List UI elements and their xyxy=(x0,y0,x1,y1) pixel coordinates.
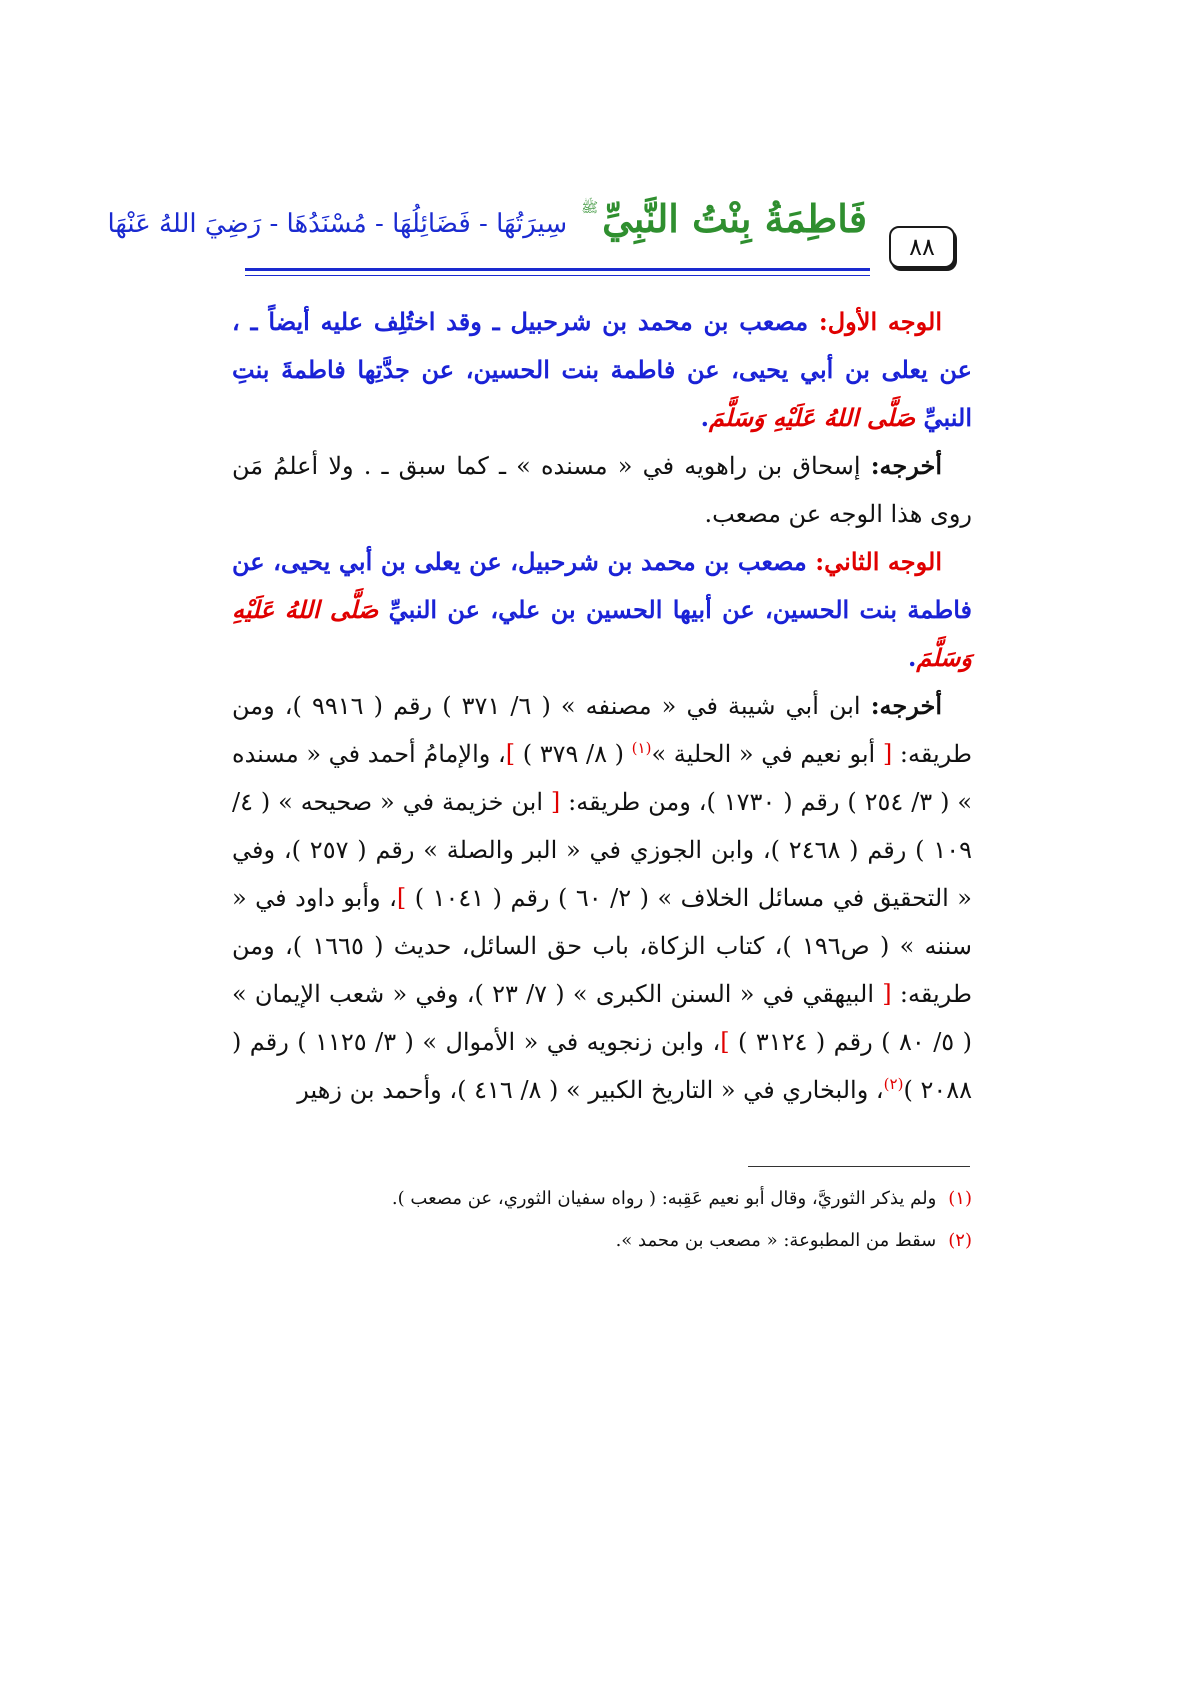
first-aspect-label: الوجه الأول: xyxy=(818,307,943,336)
page-number-text: ٨٨ xyxy=(909,233,935,261)
takhrij-text-part: أبو نعيم في « الحلية » xyxy=(651,740,876,768)
footnote-ref-1[interactable]: (١) xyxy=(631,739,652,757)
page-header xyxy=(107,196,955,276)
bracket-open: [ xyxy=(882,740,893,768)
takhrij-text-part: ، والبخاري في « التاريخ الكبير » ( ٨/ ٤١٦ )، وأحمد بن زهير xyxy=(297,1076,884,1104)
book-title-main: فَاطِمَةُ بِنْتُ النَّبِيِّ xyxy=(602,196,867,241)
bracket-close: ] xyxy=(720,1028,730,1056)
bracket-open: [ xyxy=(882,980,892,1008)
book-subtitle: سِيرَتُهَا - فَضَائِلُهَا - مُسْنَدُهَا - رَضِيَ اللهُ عَنْهَا xyxy=(107,209,568,239)
takhrij-text-part: ابن أبي شيبة في « مصنفه » ( ٦/ ٣٧١ ) رقم ( ٩٩١٦ )، ومن طريقه: xyxy=(232,692,972,768)
first-aspect-end: . xyxy=(700,403,709,432)
paragraph-second-aspect xyxy=(232,538,972,682)
footnote-number: (٢) xyxy=(948,1230,972,1251)
takhrij-text-part: ، والإمامُ أحمد في « مسنده » ( ٣/ ٢٥٤ ) رقم ( ١٧٣٠ )، ومن طريقه: xyxy=(232,740,973,816)
takhrij-text-part: ، وأبو داود في « سننه » ( ص١٩٦ )، كتاب الزكاة، باب حق السائل، حديث ( ١٦٦٥ )، ومن طريقه: xyxy=(232,884,973,1008)
footnote-separator xyxy=(748,1166,970,1167)
salawat-phrase: صَلَّى اللهُ عَلَيْهِ وَسَلَّمَ xyxy=(232,595,972,672)
footnote-number: (١) xyxy=(948,1188,972,1209)
page-number xyxy=(889,226,955,268)
paragraph-first-aspect xyxy=(232,298,972,442)
first-aspect-text: مصعب بن محمد بن شرحبيل ـ وقد اختُلِف عليه أيضاً ـ ، عن يعلى بن أبي يحيى، عن فاطمة بنت الحسين، عن جدَّتِها فاطمةَ بنتِ النبيِّ xyxy=(232,307,972,432)
footnote-ref-2[interactable]: (٢) xyxy=(883,1075,904,1093)
salawat-phrase: صَلَّى اللهُ عَلَيْهِ وَسَلَّمَ xyxy=(708,403,916,432)
takhrij-text: إسحاق بن راهويه في « مسنده » ـ كما سبق ـ . ولا أعلمُ مَن روى هذا الوجه عن مصعب. xyxy=(232,452,972,528)
takhrij-text-part: ، وابن زنجويه في « الأموال » ( ٣/ ١١٢٥ ) رقم ( ٢٠٨٨ ) xyxy=(232,1028,972,1104)
takhrij-text-part: ابن خزيمة في « صحيحه » ( ٤/ ١٠٩ ) رقم ( ٢٤٦٨ )، وابن الجوزي في « البر والصلة » رقم ( ٢٥٧ )، وفي « التحقيق في مسائل الخلاف » ( ٢/ ٦٠ ) رقم ( ١٠٤١ ) xyxy=(232,788,973,912)
bracket-open: [ xyxy=(550,788,561,816)
takhrij-label: أخرجه: xyxy=(870,691,942,720)
second-aspect-text: مصعب بن محمد بن شرحبيل، عن يعلى بن أبي يحيى، عن فاطمة بنت الحسين، عن أبيها الحسين بن علي، عن النبيِّ xyxy=(232,547,972,624)
header-rule-thick xyxy=(245,268,870,271)
bracket-close: ] xyxy=(505,740,516,768)
footnote-2 xyxy=(232,1220,972,1262)
paragraph-takhrij-2 xyxy=(232,682,972,1114)
footnote-text: سقط من المطبوعة: « مصعب بن محمد ». xyxy=(615,1230,937,1251)
header-rule-thin xyxy=(245,275,870,276)
bracket-close: ] xyxy=(396,884,407,912)
takhrij-text-part: البيهقي في « السنن الكبرى » ( ٧/ ٢٣ )، وفي « شعب الإيمان » ( ٥/ ٨٠ ) رقم ( ٣١٢٤ ) xyxy=(232,980,972,1056)
book-title xyxy=(107,196,867,241)
book-title-honorific: ﷺ xyxy=(581,200,599,216)
second-aspect-end: . xyxy=(908,643,917,672)
second-aspect-label: الوجه الثاني: xyxy=(815,547,943,576)
main-text xyxy=(232,298,972,1114)
paragraph-takhrij-1 xyxy=(232,442,972,538)
footnote-text: ولم يذكر الثوريَّ، وقال أبو نعيم عَقِبه: ( رواه سفيان الثوري، عن مصعب ). xyxy=(391,1188,937,1209)
takhrij-label: أخرجه: xyxy=(870,451,942,480)
footnotes xyxy=(232,1178,972,1262)
footnote-1 xyxy=(232,1178,972,1220)
takhrij-text-part: ( ٨/ ٣٧٩ ) xyxy=(522,740,625,768)
